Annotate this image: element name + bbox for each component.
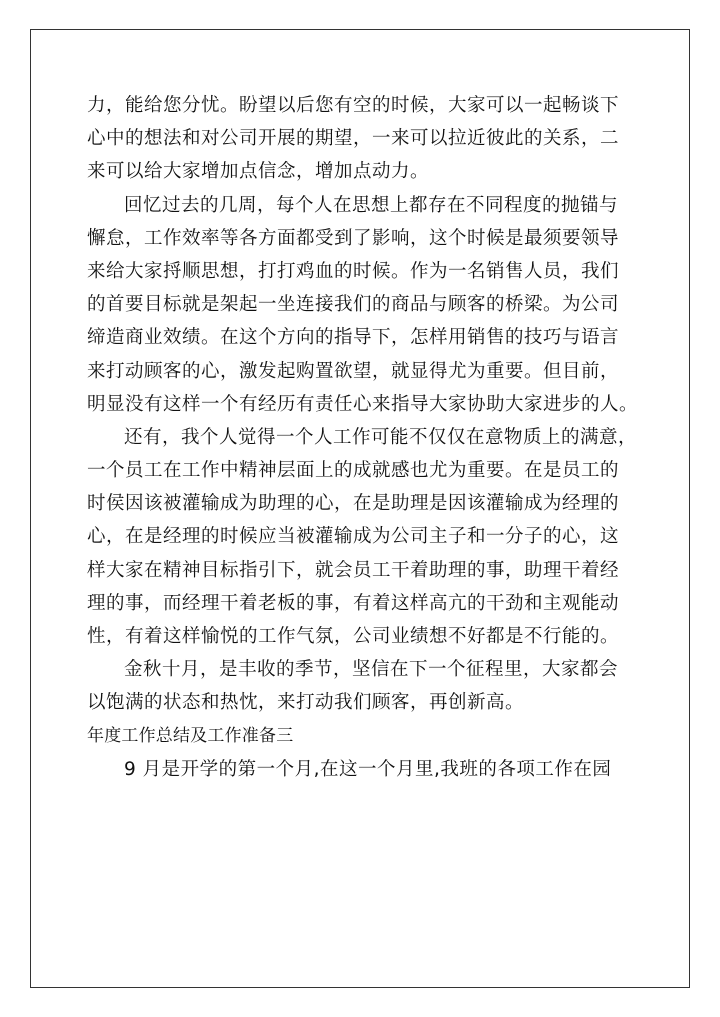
text-line: 样大家在精神目标指引下，就会员工干着助理的事，助理干着经 xyxy=(87,559,620,581)
text-line: 来给大家捋顺思想，打打鸡血的时候。作为一名销售人员，我们 xyxy=(87,260,620,282)
section-heading: 年度工作总结及工作准备三 xyxy=(87,725,294,746)
paragraph-start-line: 金秋十月，是丰收的季节，坚信在下一个征程里，大家都会 xyxy=(124,659,619,681)
text-line: 力，能给您分忧。盼望以后您有空的时候，大家可以一起畅谈下 xyxy=(87,95,620,116)
text-line: 理的事，而经理干着老板的事，有着这样高亢的干劲和主观能动 xyxy=(87,592,620,614)
paragraph-start-line: 9 月是开学的第一个月,在这一个月里,我班的各项工作在园 xyxy=(124,758,612,780)
text-line: 来打动顾客的心，激发起购置欲望，就显得尤为重要。但目前， xyxy=(87,360,620,382)
text-line: 心中的想法和对公司开展的期望，一来可以拉近彼此的关系，二 xyxy=(87,128,620,150)
document-body xyxy=(87,89,637,786)
text-line: 性，有着这样愉悦的工作气氛，公司业绩想不好都是不行能的。 xyxy=(87,626,620,647)
text-line: 缔造商业效绩。在这个方向的指导下，怎样用销售的技巧与语言 xyxy=(87,327,620,349)
text-line: 一个员工在工作中精神层面上的成就感也尤为重要。在是员工的 xyxy=(87,460,620,482)
text-line: 时侯因该被灌输成为助理的心，在是助理是因该灌输成为经理的 xyxy=(87,493,620,515)
paragraph-start-line: 还有，我个人觉得一个人工作可能不仅仅在意物质上的满意， xyxy=(124,426,638,448)
text-line: 以饱满的状态和热忱，来打动我们顾客，再创新高。 xyxy=(87,692,525,714)
text-line: 明显没有这样一个有经历有责任心来指导大家协助大家进步的人。 xyxy=(87,393,639,415)
text-line: 的首要目标就是架起一坐连接我们的商品与顾客的桥梁。为公司 xyxy=(87,294,620,316)
text-line: 懈怠，工作效率等各方面都受到了影响，这个时候是最须要领导 xyxy=(87,227,620,249)
paragraph-start-line: 回忆过去的几周，每个人在思想上都存在不同程度的抛锚与 xyxy=(124,194,619,216)
text-line: 来可以给大家增加点信念，增加点动力。 xyxy=(87,161,430,183)
text-line: 心，在是经理的时候应当被灌输成为公司主子和一分子的心，这 xyxy=(87,526,620,548)
